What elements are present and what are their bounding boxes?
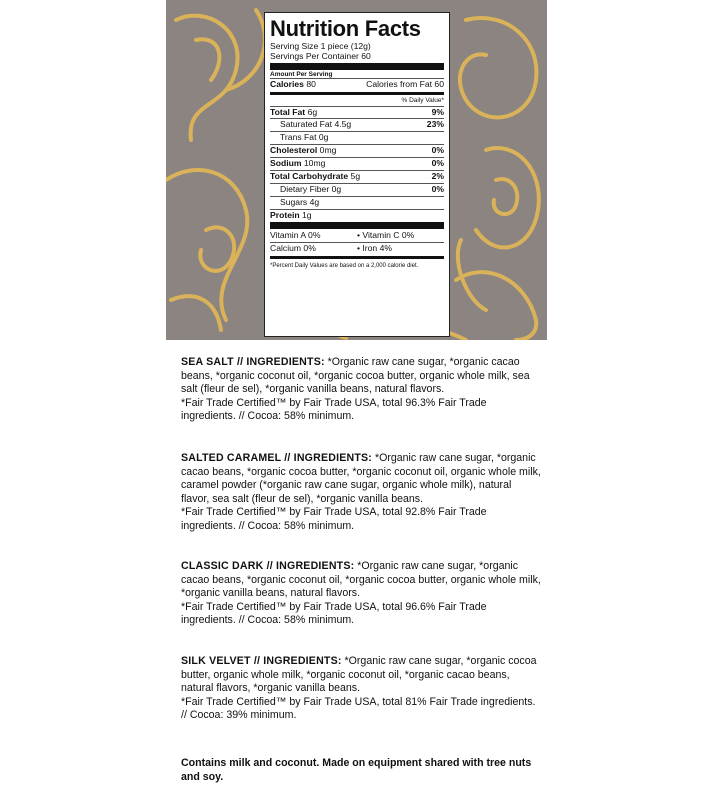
amount-per-serving: Amount Per Serving	[270, 70, 333, 78]
thick-divider	[270, 63, 444, 70]
nutrition-facts-label	[264, 12, 450, 337]
nutrient-row	[270, 209, 444, 222]
nutrient-label: Saturated Fat	[280, 119, 333, 130]
nutrient-label: Cholesterol	[270, 145, 318, 156]
ingredient-list: *Organic raw cane sugar, *organic cacao beans, *organic coconut oil, *organic cocoa butter, organic whole milk, *organic vanilla beans, natural flavors.	[181, 560, 541, 599]
nutrient-amount: 0mg	[319, 145, 337, 156]
allergen-statement: Contains milk and coconut. Made on equipment shared with tree nuts and soy.	[181, 757, 532, 783]
thick-divider	[270, 222, 444, 229]
nutrient-daily-value: 0%	[431, 145, 444, 156]
nutrient-row	[270, 196, 444, 209]
daily-value-header: % Daily Value*	[401, 97, 444, 105]
ingredients-silk-velvet	[181, 655, 541, 723]
nutrient-label: Protein	[270, 209, 300, 220]
calories-row	[270, 78, 444, 91]
iron: • Iron 4%	[357, 243, 393, 254]
nutrient-row	[270, 106, 444, 119]
nutrient-amount: 10mg	[303, 158, 326, 169]
nutrient-label: Total Carbohydrate	[270, 170, 349, 181]
medium-divider	[270, 92, 444, 95]
nutrient-row	[270, 170, 444, 183]
ingredient-list: *Organic raw cane sugar, *organic cocoa butter, organic whole milk, *organic coconut oil, *organic cacao beans, natural flavors, *organic vanilla beans.	[181, 655, 537, 694]
fair-trade-note: *Fair Trade Certified™ by Fair Trade USA, total 92.8% Fair Trade ingredients. // Cocoa: 58% minimum.	[181, 506, 487, 532]
ingredient-list: *Organic raw cane sugar, *organic cacao beans, *organic coconut oil, *organic cocoa butter, organic whole milk, sea salt (fleur de sel), *organic vanilla beans, natural flavors.	[181, 356, 530, 395]
ingredients-classic-dark	[181, 560, 541, 628]
nutrient-daily-value: 2%	[431, 170, 444, 181]
calories-value: 80	[306, 79, 316, 90]
daily-value-footnote: *Percent Daily Values are based on a 2,000 calorie diet.	[270, 263, 419, 270]
nutrient-label: Total Fat	[270, 106, 306, 117]
servings-per-container: Servings Per Container 60	[270, 50, 371, 61]
vitamin-a: Vitamin A 0%	[270, 230, 321, 241]
calcium: Calcium 0%	[270, 243, 316, 254]
nutrient-daily-value: 0%	[431, 158, 444, 169]
nutrient-daily-value: 0%	[431, 183, 444, 194]
nutrient-amount: 4g	[309, 196, 320, 207]
nutrient-rows	[270, 106, 444, 222]
nutrient-label: Sodium	[270, 158, 302, 169]
flavor-name: SILK VELVET // INGREDIENTS:	[181, 655, 342, 667]
nutrient-label: Dietary Fiber	[280, 183, 330, 194]
nutrient-row	[270, 131, 444, 144]
nutrient-amount: 1g	[302, 209, 312, 220]
ingredients-salted-caramel	[181, 452, 541, 533]
calories-from-fat: Calories from Fat 60	[366, 79, 444, 90]
nutrient-label: Trans Fat	[280, 132, 317, 143]
nutrition-facts-title: Nutrition Facts	[270, 16, 421, 41]
nutrient-label: Sugars	[280, 196, 308, 207]
nutrient-row	[270, 183, 444, 196]
flavor-name: SALTED CARAMEL // INGREDIENTS:	[181, 452, 373, 464]
nutrient-row	[270, 144, 444, 157]
ingredients-sea-salt	[181, 356, 541, 424]
nutrient-amount: 0g	[331, 183, 342, 194]
flavor-name: CLASSIC DARK // INGREDIENTS:	[181, 560, 355, 572]
ingredient-list: *Organic raw cane sugar, *organic cacao beans, *organic cocoa butter, *organic coconut oil, organic whole milk, caramel powder (*organic raw cane sugar, organic whole milk), natural flavor, sea salt (fleur de sel), *organic vanilla beans.	[181, 452, 541, 505]
nutrient-amount: 4.5g	[334, 119, 352, 130]
calories-label: Calories	[270, 79, 304, 90]
nutrient-row	[270, 118, 444, 131]
vitamin-row	[270, 230, 444, 242]
medium-divider	[270, 256, 444, 259]
mineral-row	[270, 242, 444, 255]
serving-size: Serving Size 1 piece (12g)	[270, 41, 371, 51]
nutrient-amount: 0g	[318, 132, 329, 143]
nutrient-row	[270, 157, 444, 170]
nutrient-daily-value: 9%	[431, 106, 444, 117]
fair-trade-note: *Fair Trade Certified™ by Fair Trade USA, total 96.3% Fair Trade ingredients. // Cocoa: 58% minimum.	[181, 396, 487, 422]
flavor-name: SEA SALT // INGREDIENTS:	[181, 356, 325, 368]
nutrient-daily-value: 23%	[426, 119, 444, 130]
fair-trade-note: *Fair Trade Certified™ by Fair Trade USA, total 96.6% Fair Trade ingredients. // Cocoa: 58% minimum.	[181, 600, 487, 626]
nutrient-amount: 6g	[307, 106, 318, 117]
fair-trade-note: *Fair Trade Certified™ by Fair Trade USA, total 81% Fair Trade ingredients. // Cocoa: 39% minimum.	[181, 695, 536, 721]
vitamin-c: • Vitamin C 0%	[357, 230, 415, 241]
nutrient-amount: 5g	[350, 170, 361, 181]
